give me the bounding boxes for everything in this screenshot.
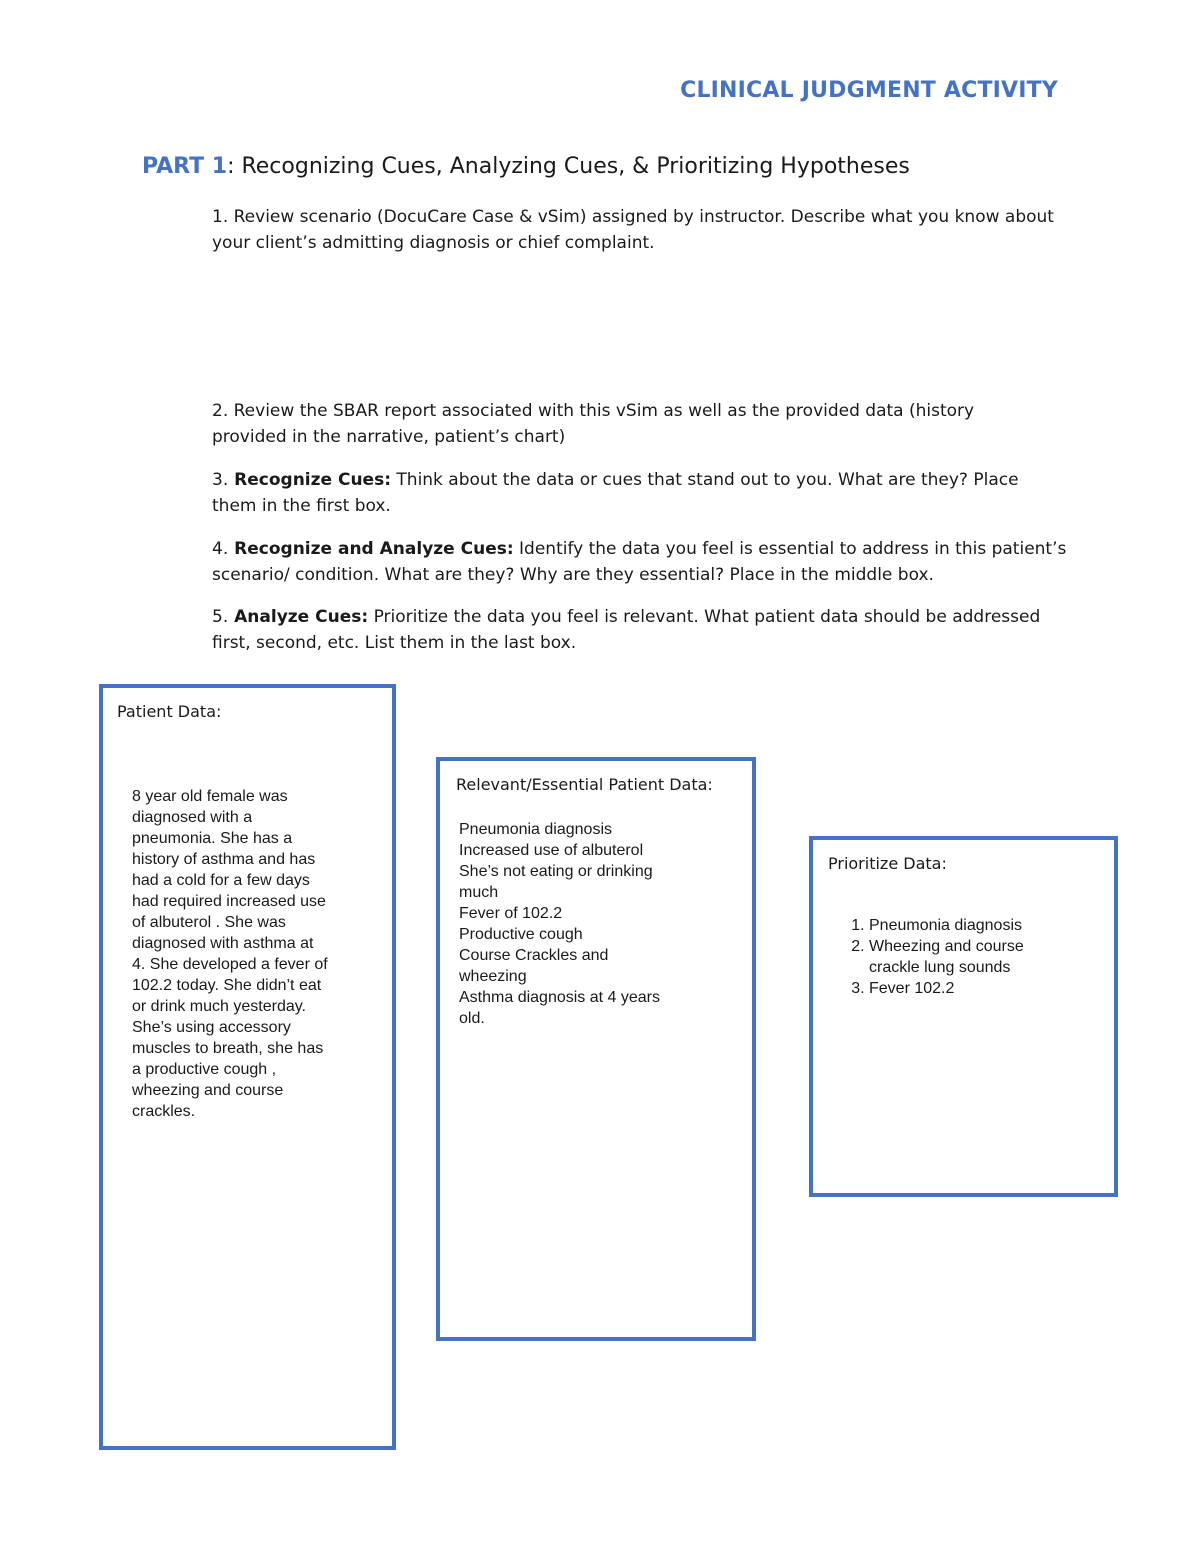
patient-data-line: 8 year old female was — [132, 788, 288, 805]
prioritize-item: 1. Pneumonia diagnosis — [869, 915, 1069, 936]
relevant-data-title: Relevant/Essential Patient Data: — [456, 775, 713, 794]
part-1-label: PART 1 — [142, 154, 228, 179]
patient-data-line: a productive cough , — [132, 1061, 277, 1078]
patient-data-line: had required increased use — [132, 893, 326, 910]
relevant-data-box[interactable] — [436, 757, 756, 1341]
patient-data-line: or drink much yesterday. — [132, 998, 306, 1015]
prioritize-item: 2. Wheezing and course crackle lung sounds — [869, 936, 1069, 978]
patient-data-line: diagnosed with asthma at — [132, 935, 314, 952]
question-2 — [212, 398, 1032, 450]
patient-data-line: of albuterol . She was — [132, 914, 286, 931]
question-2-text: Review the SBAR report associated with this vSim as well as the provided data (history provided in the narrative, patient’s chart) — [212, 401, 975, 447]
question-4-label: Recognize and Analyze Cues: — [228, 539, 514, 559]
question-3 — [212, 467, 1062, 519]
prioritize-data-list-wrap — [829, 915, 1069, 999]
patient-data-line: 102.2 today. She didn’t eat — [132, 977, 322, 994]
relevant-data-line: much — [459, 884, 499, 901]
part-1-title: : Recognizing Cues, Analyzing Cues, & Prioritizing Hypotheses — [227, 154, 910, 179]
patient-data-text — [132, 786, 382, 1122]
relevant-data-line: old. — [459, 1010, 485, 1027]
patient-data-line: wheezing and course — [132, 1082, 284, 1099]
prioritize-data-box[interactable] — [809, 836, 1118, 1197]
question-5 — [212, 604, 1072, 656]
question-4 — [212, 536, 1072, 588]
patient-data-line: history of asthma and has — [132, 851, 316, 868]
patient-data-line: She’s using accessory — [132, 1019, 291, 1036]
relevant-data-line: Pneumonia diagnosis — [459, 821, 612, 838]
relevant-data-line: Fever of 102.2 — [459, 905, 563, 922]
prioritize-data-list — [829, 915, 1069, 999]
question-4-text: Identify the data you feel is essential to address in this patient’s scenario/ condition. What are they? Why are they essential? Place in the middle box. — [212, 539, 1067, 585]
question-4-number: 4. — [212, 539, 229, 559]
question-1: 1. Review scenario (DocuCare Case & vSim) assigned by instructor. Describe what you know about your client’s admitting diagnosis or chief complaint. — [212, 207, 1054, 253]
relevant-data-text — [459, 819, 739, 1029]
question-3-text: Think about the data or cues that stand out to you. What are they? Place them in the first box. — [212, 470, 1019, 516]
relevant-data-line: Asthma diagnosis at 4 years — [459, 989, 660, 1006]
question-3-number: 3. — [212, 470, 229, 490]
patient-data-box[interactable] — [99, 684, 396, 1450]
relevant-data-line: She’s not eating or drinking — [459, 863, 653, 880]
patient-data-line: muscles to breath, she has — [132, 1040, 324, 1057]
question-3-label: Recognize Cues: — [228, 470, 391, 490]
patient-data-title: Patient Data: — [117, 702, 222, 721]
document-header-title: CLINICAL JUDGMENT ACTIVITY — [680, 78, 1058, 103]
patient-data-line: crackles. — [132, 1103, 196, 1120]
question-5-label: Analyze Cues: — [228, 607, 369, 627]
question-2-number: 2. — [212, 401, 229, 421]
patient-data-line: diagnosed with a — [132, 809, 253, 826]
question-5-number: 5. — [212, 607, 229, 627]
prioritize-item: 3. Fever 102.2 — [869, 978, 1069, 999]
question-5-text: Prioritize the data you feel is relevant. What patient data should be addressed first, second, etc. List them in the last box. — [212, 607, 1041, 653]
prioritize-data-title: Prioritize Data: — [828, 854, 947, 873]
patient-data-line: pneumonia. She has a — [132, 830, 293, 847]
relevant-data-line: wheezing — [459, 968, 527, 985]
relevant-data-line: Course Crackles and — [459, 947, 609, 964]
patient-data-line: had a cold for a few days — [132, 872, 310, 889]
part-1-heading — [142, 154, 910, 179]
relevant-data-line: Productive cough — [459, 926, 583, 943]
patient-data-line: 4. She developed a fever of — [132, 956, 328, 973]
relevant-data-line: Increased use of albuterol — [459, 842, 644, 859]
